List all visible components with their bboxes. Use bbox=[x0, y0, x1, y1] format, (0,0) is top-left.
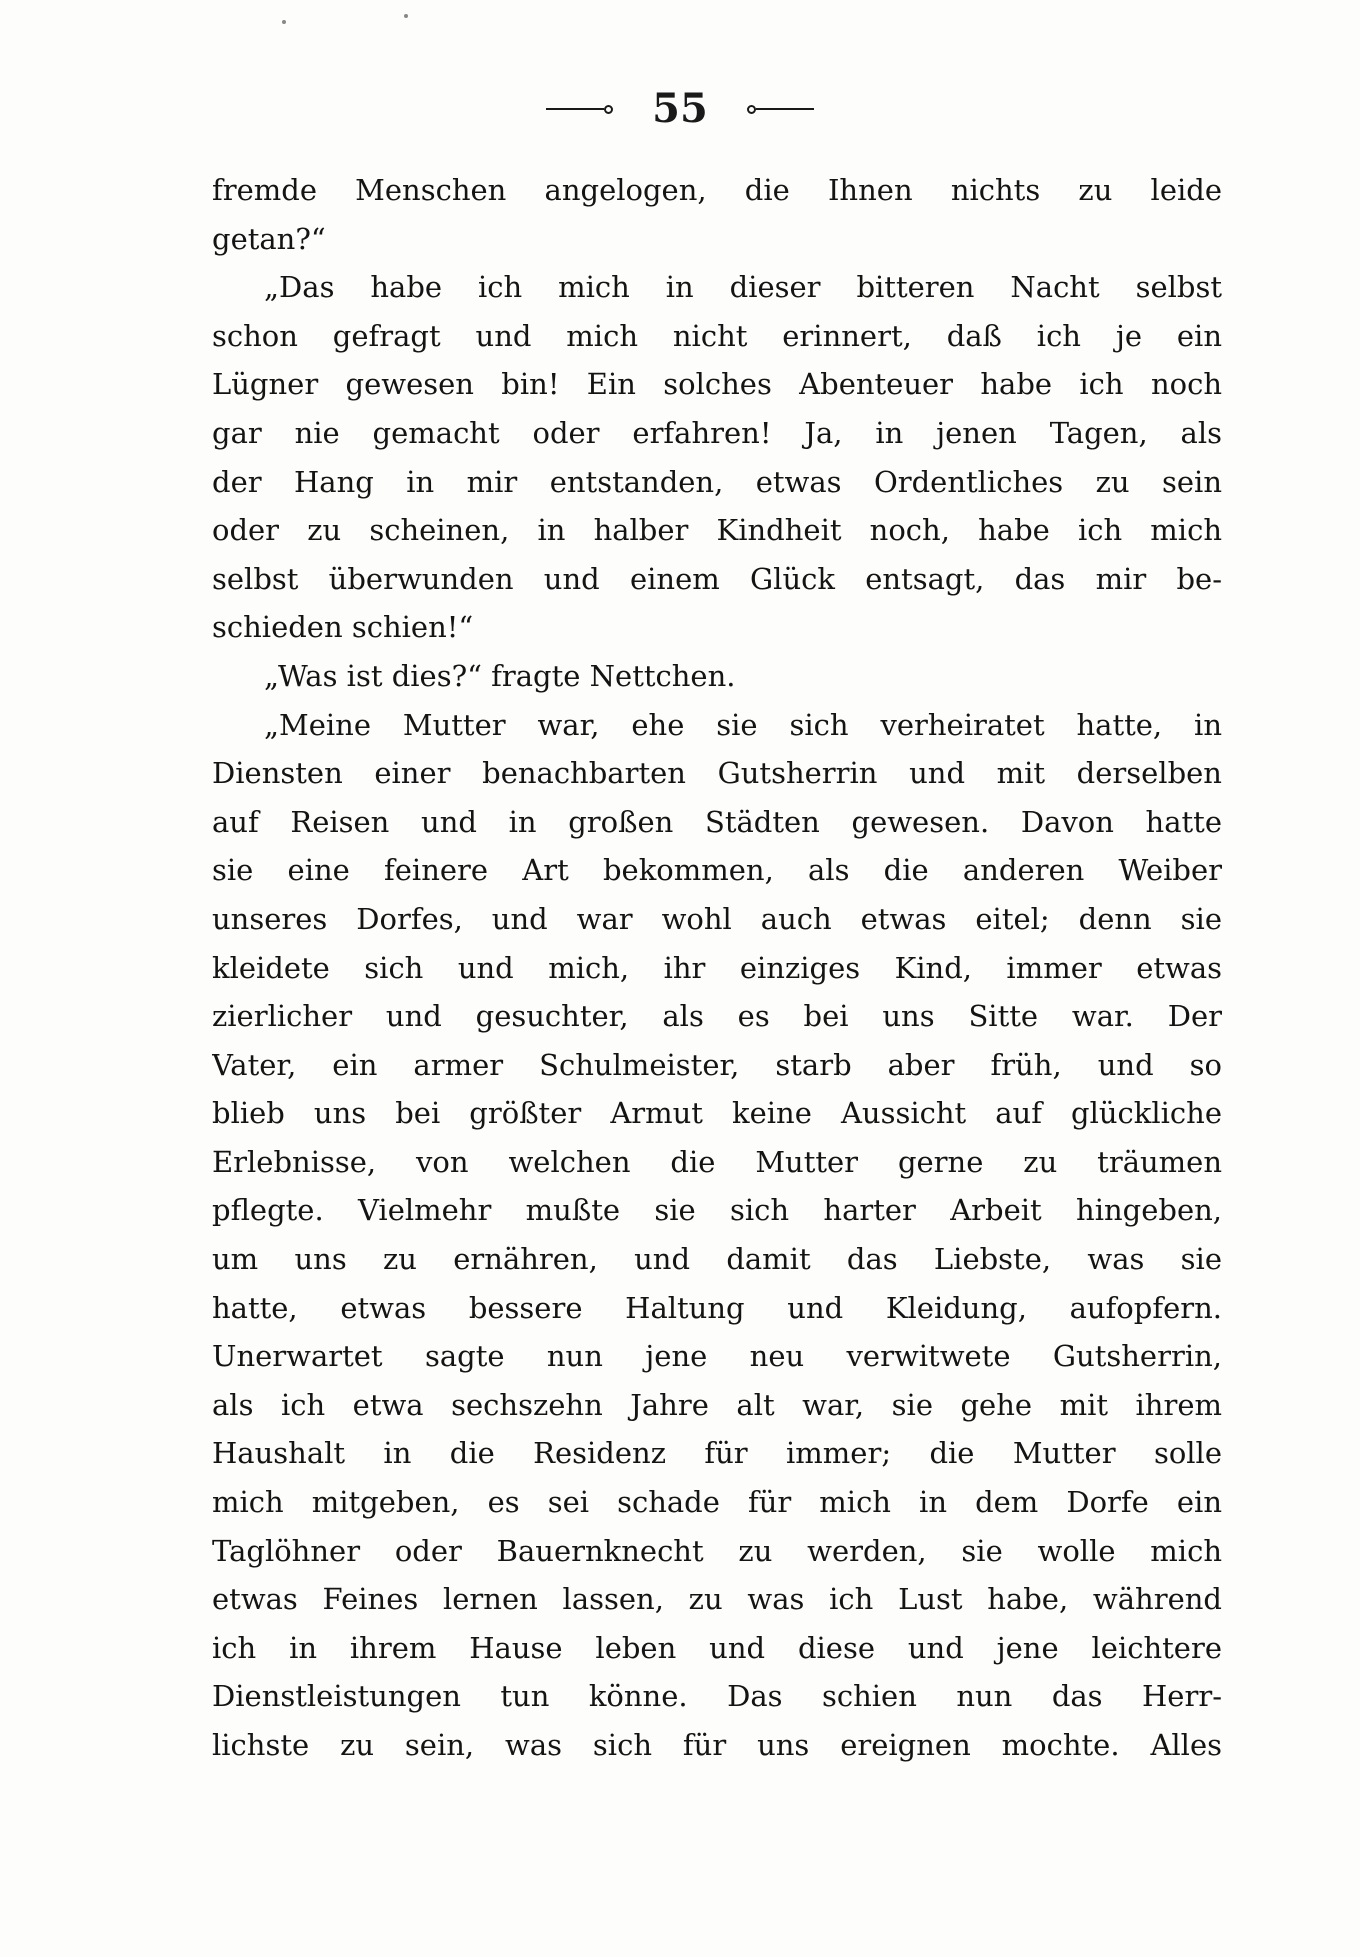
text-line: ich in ihrem Hause leben und diese und jene leichtere bbox=[212, 1630, 1222, 1665]
text-line: blieb uns bei größter Armut keine Aussicht auf glückliche bbox=[212, 1096, 1222, 1131]
page-number: 55 bbox=[652, 85, 708, 132]
text-line: auf Reisen und in großen Städten gewesen. Davon hatte bbox=[212, 804, 1222, 839]
text-line: mich mitgeben, es sei schade für mich in dem Dorfe ein bbox=[212, 1485, 1222, 1520]
text-line: „Meine Mutter war, ehe sie sich verheiratet hatte, in bbox=[264, 707, 1222, 742]
text-line: um uns zu ernähren, und damit das Liebste, was sie bbox=[212, 1242, 1222, 1277]
text-line: Lügner gewesen bin! Ein solches Abenteuer habe ich noch bbox=[212, 367, 1222, 402]
text-line: Haushalt in die Residenz für immer; die Mutter solle bbox=[212, 1436, 1222, 1471]
text-line: fremde Menschen angelogen, die Ihnen nichts zu leide bbox=[212, 173, 1222, 207]
paper-speck bbox=[282, 20, 286, 24]
text-line: getan?“ bbox=[212, 221, 326, 256]
header-ornament-left bbox=[604, 105, 613, 114]
text-line: gar nie gemacht oder erfahren! Ja, in jenen Tagen, als bbox=[212, 415, 1222, 450]
text-line: als ich etwa sechszehn Jahre alt war, sie gehe mit ihrem bbox=[212, 1387, 1222, 1422]
text-line: sie eine feinere Art bekommen, als die anderen Weiber bbox=[212, 853, 1222, 888]
text-line: schon gefragt und mich nicht erinnert, daß ich je ein bbox=[212, 318, 1222, 353]
text-line: lichste zu sein, was sich für uns ereignen mochte. Alles bbox=[212, 1728, 1222, 1762]
text-line: kleidete sich und mich, ihr einziges Kind, immer etwas bbox=[212, 950, 1222, 985]
text-line: Diensten einer benachbarten Gutsherrin und mit derselben bbox=[212, 756, 1222, 791]
text-line: Dienstleistungen tun könne. Das schien nun das Herr- bbox=[212, 1679, 1222, 1714]
paper-speck bbox=[404, 14, 408, 18]
header-rule-left bbox=[546, 108, 604, 110]
text-line: selbst überwunden und einem Glück entsagt, das mir be- bbox=[212, 561, 1222, 596]
text-line: Taglöhner oder Bauernknecht zu werden, sie wolle mich bbox=[212, 1533, 1222, 1568]
text-line: „Was ist dies?“ fragte Nettchen. bbox=[264, 658, 736, 693]
body-text bbox=[212, 166, 1222, 1770]
text-line: unseres Dorfes, und war wohl auch etwas eitel; denn sie bbox=[212, 901, 1222, 936]
header-ornament-right bbox=[747, 105, 756, 114]
text-line: pflegte. Vielmehr mußte sie sich harter Arbeit hingeben, bbox=[212, 1193, 1222, 1228]
text-line: etwas Feines lernen lassen, zu was ich Lust habe, während bbox=[212, 1582, 1222, 1617]
text-line: zierlicher und gesuchter, als es bei uns Sitte war. Der bbox=[212, 999, 1222, 1034]
page-header bbox=[0, 85, 1360, 132]
text-line: hatte, etwas bessere Haltung und Kleidung, aufopfern. bbox=[212, 1290, 1222, 1325]
text-line: Erlebnisse, von welchen die Mutter gerne zu träumen bbox=[212, 1144, 1222, 1179]
text-line: der Hang in mir entstanden, etwas Ordentliches zu sein bbox=[212, 464, 1222, 499]
text-line: schieden schien!“ bbox=[212, 610, 474, 645]
text-line: oder zu scheinen, in halber Kindheit noch, habe ich mich bbox=[212, 513, 1222, 548]
text-line: Unerwartet sagte nun jene neu verwitwete Gutsherrin, bbox=[212, 1339, 1222, 1374]
text-line: Vater, ein armer Schulmeister, starb aber früh, und so bbox=[212, 1047, 1222, 1082]
text-line: „Das habe ich mich in dieser bitteren Nacht selbst bbox=[264, 270, 1222, 305]
header-rule-right bbox=[756, 108, 814, 110]
